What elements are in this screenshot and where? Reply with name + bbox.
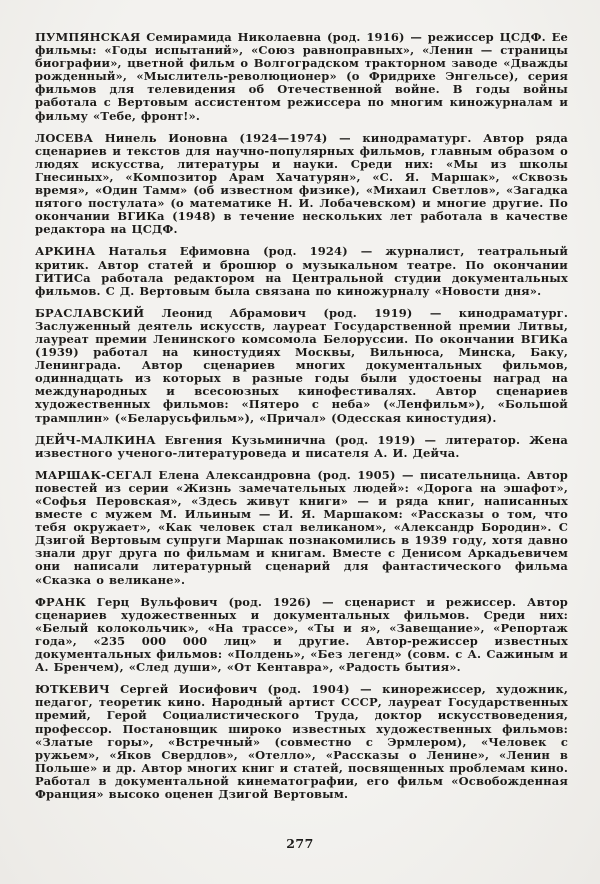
page-number: 277 — [286, 836, 314, 851]
bio-entry-yutkevich: ЮТКЕВИЧ Сергей Иосифович (род. 1904) — кинорежиссер, художник, педагог, теоретик кино. Народный артист СССР, лауреат Государственных премий, Герой Социалистического Труда, доктор искусствоведения, профессор. Постановщик широко известных художественных фильмов: «Златые горы», «Встречный» (совместно с Эрмлером), «Человек с ружьем», «Яков Свердлов», «Отелло», «Рассказы о Ленине», «Ленин в Польше» и др. Автор многих книг и статей, посвященных проблемам кино. Работал в документальной кинематографии, его фильм «Освобожденная Франция» высоко оценен Дзигой Вертовым. — [35, 682, 568, 801]
bio-entries-block — [35, 31, 568, 801]
bio-entry-loseva: ЛОСЕВА Нинель Ионовна (1924—1974) — кинодраматург. Автор ряда сценариев и текстов для научно-популярных фильмов, главным образом о людях искусства, литературы и науки. Среди них: «Мы из школы Гнесиных», «Композитор Арам Хачатурян», «С. Я. Маршак», «Сквозь время», «Один Тамм» (об известном физике), «Михаил Светлов», «Загадка пятого постулата» (о математике Н. И. Лобачевском) и многие другие. По окончании ВГИКа (1948) в течение нескольких лет работала в качестве редактора на ЦСДФ. — [35, 130, 568, 237]
bio-entry-arkina: АРКИНА Наталья Ефимовна (род. 1924) — журналист, театральный критик. Автор статей и брошюр о музыкальном театре. По окончании ГИТИСа работала редактором на Центральной студии документальных фильмов. С Д. Вертовым была связана по киножурналу «Новости дня». — [35, 244, 568, 298]
bio-entry-braslavsky: БРАСЛАВСКИЙ Леонид Абрамович (род. 1919) — кинодраматург. Заслуженный деятель искусств, лауреат Государственной премии Литвы, лауреат премии Ленинского комсомола Белоруссии. По окончании ВГИКа (1939) работал на киностудиях Москвы, Вильнюса, Минска, Баку, Ленинграда. Автор сценариев многих документальных фильмов, одиннадцать из которых в разные годы были удостоены наград на международных и всесоюзных кинофестивалях. Автор сценариев художественных фильмов: «Пятеро с неба» («Ленфильм»), «Большой трамплин» («Беларусьфильм»), «Причал» (Одесская киностудия). — [35, 305, 568, 425]
bio-entry-frank: ФРАНК Герц Вульфович (род. 1926) — сценарист и режиссер. Автор сценариев художественных и документальных фильмов. Среди них: «Белый колокольчик», «На трассе», «Ты и я», «Завещание», «Репортаж года», «235 000 000 лиц» и другие. Автор-режиссер известных документальных фильмов: «Полдень», «Без легенд» (совм. с А. Сажиным и А. Бренчем), «След души», «От Кентавра», «Радость бытия». — [35, 594, 568, 675]
bio-entry-pumpyanskaya: ПУМПЯНСКАЯ Семирамида Николаевна (род. 1916) — режиссер ЦСДФ. Ее фильмы: «Годы испытаний», «Союз равноправных», «Ленин — страницы биографии», цветной фильм о Волгоградском тракторном заводе «Дважды рожденный», «Мыслитель-революционер» (о Фридрихе Энгельсе), серия фильмов для телевидения об Отечественной войне. В годы войны работала с Вертовым ассистентом режиссера по многим киножурналам и фильму «Тебе, фронт!». — [35, 30, 568, 123]
bio-entry-marshak-segal: МАРШАК-СЕГАЛ Елена Александровна (род. 1905) — писательница. Автор повестей из серии «Жизнь замечательных людей»: «Дорога на эшафот», «Софья Перовская», «Здесь живут книги» — и ряда книг, написанных вместе с мужем М. Ильиным — И. Я. Маршаком: «Рассказы о том, что тебя окружает», «Как человек стал великаном», «Александр Бородин». С Дзигой Вертовым супруги Маршак познакомились в 1939 году, хотя давно знали друг друга по фильмам и книгам. Вместе с Денисом Аркадьевичем они написали литературный сценарий для фантастического фильма «Сказка о великане». — [35, 467, 568, 587]
bio-entry-deych-malkina: ДЕЙЧ-МАЛКИНА Евгения Кузьминична (род. 1919) — литератор. Жена известного ученого-литературоведа и писателя А. И. Дейча. — [35, 432, 568, 460]
